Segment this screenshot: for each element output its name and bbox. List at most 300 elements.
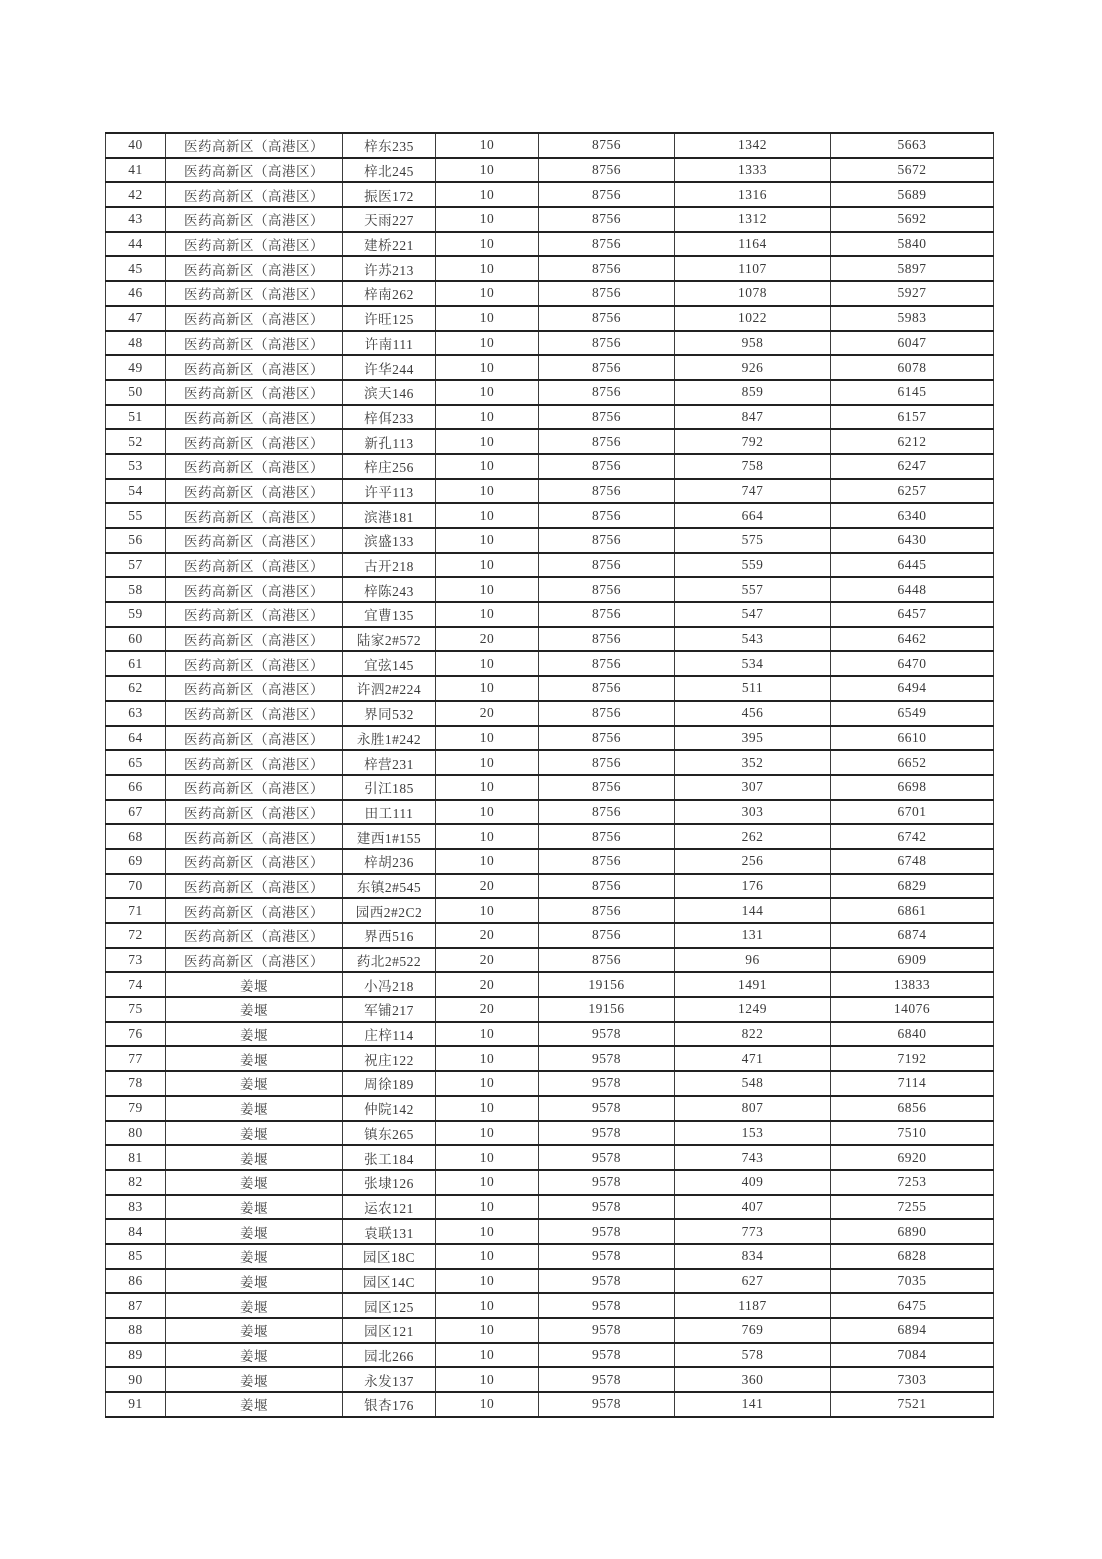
cell-value-1: 10: [436, 726, 539, 751]
cell-site-name: 庄梓114: [343, 1022, 436, 1047]
cell-value-4: 6340: [831, 503, 994, 528]
cell-value-1: 20: [436, 972, 539, 997]
cell-site-name: 药北2#522: [343, 948, 436, 973]
cell-row-number: 80: [106, 1121, 166, 1146]
table-row: [106, 133, 994, 158]
cell-site-name: 张工184: [343, 1145, 436, 1170]
cell-row-number: 42: [106, 182, 166, 207]
cell-value-3: 262: [675, 824, 831, 849]
cell-site-name: 园区14C: [343, 1269, 436, 1294]
cell-value-2: 8756: [539, 800, 675, 825]
cell-district: 医药高新区（高港区）: [166, 651, 343, 676]
cell-value-2: 9578: [539, 1219, 675, 1244]
cell-value-1: 10: [436, 133, 539, 158]
cell-value-4: 6652: [831, 750, 994, 775]
table-row: [106, 281, 994, 306]
cell-site-name: 界同532: [343, 701, 436, 726]
cell-site-name: 永胜1#242: [343, 726, 436, 751]
cell-row-number: 91: [106, 1392, 166, 1417]
table-row: [106, 972, 994, 997]
cell-value-3: 758: [675, 454, 831, 479]
cell-value-1: 20: [436, 948, 539, 973]
cell-value-4: 5897: [831, 256, 994, 281]
cell-district: 医药高新区（高港区）: [166, 306, 343, 331]
cell-value-4: 6894: [831, 1318, 994, 1343]
table-row: [106, 306, 994, 331]
cell-row-number: 41: [106, 158, 166, 183]
cell-district: 医药高新区（高港区）: [166, 429, 343, 454]
cell-value-3: 958: [675, 331, 831, 356]
cell-district: 姜堰: [166, 1121, 343, 1146]
cell-value-1: 10: [436, 281, 539, 306]
cell-value-3: 395: [675, 726, 831, 751]
cell-site-name: 宜弦145: [343, 651, 436, 676]
cell-district: 姜堰: [166, 1046, 343, 1071]
table-row: [106, 1367, 994, 1392]
cell-value-2: 8756: [539, 651, 675, 676]
cell-value-1: 10: [436, 331, 539, 356]
cell-value-2: 9578: [539, 1343, 675, 1368]
table-row: [106, 1170, 994, 1195]
cell-site-name: 张埭126: [343, 1170, 436, 1195]
cell-value-3: 1164: [675, 232, 831, 257]
cell-value-4: 6448: [831, 577, 994, 602]
cell-district: 医药高新区（高港区）: [166, 726, 343, 751]
cell-row-number: 55: [106, 503, 166, 528]
cell-value-4: 6470: [831, 651, 994, 676]
table-row: [106, 627, 994, 652]
cell-value-4: 6475: [831, 1293, 994, 1318]
table-row: [106, 528, 994, 553]
cell-value-2: 8756: [539, 256, 675, 281]
cell-site-name: 园西2#2C2: [343, 898, 436, 923]
cell-value-4: 7114: [831, 1071, 994, 1096]
table-row: [106, 577, 994, 602]
cell-value-4: 7303: [831, 1367, 994, 1392]
cell-district: 姜堰: [166, 1293, 343, 1318]
cell-district: 姜堰: [166, 1096, 343, 1121]
cell-row-number: 64: [106, 726, 166, 751]
cell-value-2: 9578: [539, 1367, 675, 1392]
cell-value-1: 10: [436, 824, 539, 849]
cell-row-number: 57: [106, 553, 166, 578]
cell-value-4: 13833: [831, 972, 994, 997]
cell-value-2: 8756: [539, 923, 675, 948]
cell-value-4: 5983: [831, 306, 994, 331]
cell-district: 医药高新区（高港区）: [166, 232, 343, 257]
cell-value-4: 6078: [831, 355, 994, 380]
cell-value-4: 6742: [831, 824, 994, 849]
cell-row-number: 76: [106, 1022, 166, 1047]
cell-row-number: 63: [106, 701, 166, 726]
cell-site-name: 古开218: [343, 553, 436, 578]
cell-site-name: 小冯218: [343, 972, 436, 997]
cell-site-name: 镇东265: [343, 1121, 436, 1146]
cell-row-number: 54: [106, 479, 166, 504]
cell-row-number: 66: [106, 775, 166, 800]
table-row: [106, 429, 994, 454]
cell-site-name: 园区18C: [343, 1244, 436, 1269]
cell-value-2: 8756: [539, 355, 675, 380]
cell-district: 姜堰: [166, 1170, 343, 1195]
cell-value-3: 543: [675, 627, 831, 652]
cell-row-number: 51: [106, 405, 166, 430]
cell-row-number: 88: [106, 1318, 166, 1343]
cell-value-3: 807: [675, 1096, 831, 1121]
cell-value-4: 6549: [831, 701, 994, 726]
table-row: [106, 1071, 994, 1096]
cell-site-name: 运农121: [343, 1195, 436, 1220]
cell-row-number: 71: [106, 898, 166, 923]
cell-row-number: 81: [106, 1145, 166, 1170]
cell-value-4: 6874: [831, 923, 994, 948]
cell-district: 医药高新区（高港区）: [166, 701, 343, 726]
cell-value-2: 9578: [539, 1195, 675, 1220]
cell-site-name: 许平113: [343, 479, 436, 504]
cell-value-1: 10: [436, 1195, 539, 1220]
cell-value-3: 352: [675, 750, 831, 775]
cell-value-3: 1491: [675, 972, 831, 997]
cell-value-3: 1316: [675, 182, 831, 207]
table-row: [106, 874, 994, 899]
cell-district: 医药高新区（高港区）: [166, 948, 343, 973]
cell-value-3: 407: [675, 1195, 831, 1220]
cell-district: 医药高新区（高港区）: [166, 405, 343, 430]
cell-value-3: 1312: [675, 207, 831, 232]
table-row: [106, 479, 994, 504]
table-row: [106, 232, 994, 257]
table-row: [106, 1096, 994, 1121]
cell-value-2: 8756: [539, 528, 675, 553]
cell-value-2: 19156: [539, 997, 675, 1022]
cell-district: 医药高新区（高港区）: [166, 602, 343, 627]
cell-value-2: 9578: [539, 1145, 675, 1170]
cell-value-1: 20: [436, 874, 539, 899]
table-row: [106, 1219, 994, 1244]
cell-row-number: 74: [106, 972, 166, 997]
cell-site-name: 界西516: [343, 923, 436, 948]
cell-row-number: 70: [106, 874, 166, 899]
cell-row-number: 61: [106, 651, 166, 676]
cell-value-3: 547: [675, 602, 831, 627]
cell-district: 医药高新区（高港区）: [166, 528, 343, 553]
cell-district: 姜堰: [166, 1318, 343, 1343]
cell-district: 医药高新区（高港区）: [166, 676, 343, 701]
cell-value-2: 8756: [539, 158, 675, 183]
table-row: [106, 454, 994, 479]
table-row: [106, 182, 994, 207]
cell-row-number: 59: [106, 602, 166, 627]
cell-value-2: 8756: [539, 281, 675, 306]
cell-value-1: 10: [436, 380, 539, 405]
cell-row-number: 62: [106, 676, 166, 701]
table-row: [106, 1022, 994, 1047]
cell-row-number: 47: [106, 306, 166, 331]
cell-value-1: 10: [436, 1071, 539, 1096]
cell-district: 姜堰: [166, 1195, 343, 1220]
table-row: [106, 256, 994, 281]
cell-value-4: 6698: [831, 775, 994, 800]
cell-value-4: 5689: [831, 182, 994, 207]
cell-district: 医药高新区（高港区）: [166, 207, 343, 232]
cell-row-number: 84: [106, 1219, 166, 1244]
cell-value-2: 8756: [539, 454, 675, 479]
cell-row-number: 40: [106, 133, 166, 158]
cell-value-2: 8756: [539, 726, 675, 751]
cell-value-2: 9578: [539, 1096, 675, 1121]
cell-district: 姜堰: [166, 1071, 343, 1096]
cell-value-3: 409: [675, 1170, 831, 1195]
table-row: [106, 849, 994, 874]
cell-value-4: 5692: [831, 207, 994, 232]
cell-site-name: 许泗2#224: [343, 676, 436, 701]
cell-site-name: 祝庄122: [343, 1046, 436, 1071]
cell-value-1: 10: [436, 1244, 539, 1269]
cell-value-4: 6445: [831, 553, 994, 578]
cell-value-4: 6462: [831, 627, 994, 652]
cell-district: 医药高新区（高港区）: [166, 849, 343, 874]
cell-value-3: 1249: [675, 997, 831, 1022]
cell-row-number: 72: [106, 923, 166, 948]
cell-value-1: 10: [436, 1145, 539, 1170]
cell-value-2: 9578: [539, 1046, 675, 1071]
cell-value-3: 548: [675, 1071, 831, 1096]
cell-value-3: 1342: [675, 133, 831, 158]
cell-district: 医药高新区（高港区）: [166, 923, 343, 948]
table-row: [106, 405, 994, 430]
cell-district: 姜堰: [166, 1145, 343, 1170]
cell-value-4: 5840: [831, 232, 994, 257]
cell-value-4: 7192: [831, 1046, 994, 1071]
cell-value-4: 6457: [831, 602, 994, 627]
cell-value-4: 5672: [831, 158, 994, 183]
cell-row-number: 79: [106, 1096, 166, 1121]
cell-value-3: 256: [675, 849, 831, 874]
cell-value-1: 10: [436, 1343, 539, 1368]
cell-site-name: 许华244: [343, 355, 436, 380]
table-row: [106, 158, 994, 183]
cell-row-number: 67: [106, 800, 166, 825]
cell-value-1: 10: [436, 1170, 539, 1195]
cell-site-name: 许旺125: [343, 306, 436, 331]
cell-value-2: 9578: [539, 1318, 675, 1343]
cell-value-3: 664: [675, 503, 831, 528]
cell-value-3: 1333: [675, 158, 831, 183]
cell-value-1: 10: [436, 479, 539, 504]
cell-value-3: 176: [675, 874, 831, 899]
cell-value-4: 7521: [831, 1392, 994, 1417]
table-row: [106, 726, 994, 751]
cell-district: 医药高新区（高港区）: [166, 331, 343, 356]
cell-value-4: 5927: [831, 281, 994, 306]
cell-value-1: 10: [436, 750, 539, 775]
cell-site-name: 梓佴233: [343, 405, 436, 430]
cell-value-1: 20: [436, 997, 539, 1022]
cell-district: 姜堰: [166, 1244, 343, 1269]
table-row: [106, 355, 994, 380]
cell-row-number: 75: [106, 997, 166, 1022]
cell-value-1: 10: [436, 503, 539, 528]
cell-value-4: 6829: [831, 874, 994, 899]
cell-value-2: 9578: [539, 1022, 675, 1047]
cell-value-4: 6856: [831, 1096, 994, 1121]
cell-value-3: 627: [675, 1269, 831, 1294]
cell-value-2: 8756: [539, 503, 675, 528]
cell-value-3: 834: [675, 1244, 831, 1269]
cell-site-name: 许南111: [343, 331, 436, 356]
cell-value-3: 1107: [675, 256, 831, 281]
cell-value-1: 20: [436, 627, 539, 652]
table-row: [106, 1046, 994, 1071]
cell-district: 医药高新区（高港区）: [166, 898, 343, 923]
cell-site-name: 梓庄256: [343, 454, 436, 479]
cell-value-4: 6257: [831, 479, 994, 504]
cell-value-1: 10: [436, 1269, 539, 1294]
cell-value-4: 6494: [831, 676, 994, 701]
table-row: [106, 1145, 994, 1170]
cell-value-1: 10: [436, 256, 539, 281]
cell-site-name: 引江185: [343, 775, 436, 800]
cell-value-2: 9578: [539, 1121, 675, 1146]
cell-value-2: 8756: [539, 331, 675, 356]
cell-value-4: 6828: [831, 1244, 994, 1269]
cell-value-4: 6212: [831, 429, 994, 454]
cell-value-2: 8756: [539, 874, 675, 899]
table-row: [106, 923, 994, 948]
cell-value-1: 10: [436, 849, 539, 874]
cell-value-4: 6748: [831, 849, 994, 874]
cell-row-number: 69: [106, 849, 166, 874]
cell-site-name: 宜曹135: [343, 602, 436, 627]
cell-row-number: 56: [106, 528, 166, 553]
cell-value-1: 10: [436, 1367, 539, 1392]
cell-value-4: 6920: [831, 1145, 994, 1170]
cell-value-3: 141: [675, 1392, 831, 1417]
cell-district: 姜堰: [166, 1392, 343, 1417]
cell-district: 医药高新区（高港区）: [166, 577, 343, 602]
cell-row-number: 48: [106, 331, 166, 356]
cell-value-1: 10: [436, 355, 539, 380]
cell-site-name: 周徐189: [343, 1071, 436, 1096]
cell-site-name: 建西1#155: [343, 824, 436, 849]
cell-site-name: 田工111: [343, 800, 436, 825]
cell-row-number: 85: [106, 1244, 166, 1269]
cell-row-number: 44: [106, 232, 166, 257]
cell-value-4: 6861: [831, 898, 994, 923]
cell-value-2: 8756: [539, 824, 675, 849]
cell-site-name: 军铺217: [343, 997, 436, 1022]
cell-value-2: 8756: [539, 133, 675, 158]
table-row: [106, 1121, 994, 1146]
cell-value-1: 10: [436, 602, 539, 627]
cell-value-1: 10: [436, 454, 539, 479]
cell-district: 姜堰: [166, 1269, 343, 1294]
cell-value-4: 6701: [831, 800, 994, 825]
table-row: [106, 651, 994, 676]
cell-site-name: 新孔113: [343, 429, 436, 454]
cell-district: 医药高新区（高港区）: [166, 627, 343, 652]
cell-value-1: 10: [436, 577, 539, 602]
cell-row-number: 86: [106, 1269, 166, 1294]
cell-value-4: 5663: [831, 133, 994, 158]
table-row: [106, 997, 994, 1022]
cell-value-3: 96: [675, 948, 831, 973]
cell-row-number: 82: [106, 1170, 166, 1195]
table-row: [106, 1392, 994, 1417]
cell-row-number: 46: [106, 281, 166, 306]
cell-value-2: 8756: [539, 182, 675, 207]
table-row: [106, 503, 994, 528]
cell-value-3: 1187: [675, 1293, 831, 1318]
cell-value-2: 8756: [539, 405, 675, 430]
cell-value-3: 575: [675, 528, 831, 553]
table-body: [106, 133, 994, 1417]
cell-row-number: 90: [106, 1367, 166, 1392]
cell-row-number: 45: [106, 256, 166, 281]
cell-value-2: 8756: [539, 429, 675, 454]
cell-value-4: 7035: [831, 1269, 994, 1294]
cell-district: 医药高新区（高港区）: [166, 874, 343, 899]
cell-value-1: 10: [436, 1022, 539, 1047]
cell-value-4: 6840: [831, 1022, 994, 1047]
cell-district: 姜堰: [166, 1219, 343, 1244]
cell-value-1: 10: [436, 775, 539, 800]
cell-value-3: 511: [675, 676, 831, 701]
cell-site-name: 建桥221: [343, 232, 436, 257]
table-row: [106, 1269, 994, 1294]
cell-district: 医药高新区（高港区）: [166, 824, 343, 849]
cell-site-name: 园区121: [343, 1318, 436, 1343]
cell-value-3: 1078: [675, 281, 831, 306]
cell-value-3: 822: [675, 1022, 831, 1047]
cell-value-4: 7510: [831, 1121, 994, 1146]
cell-value-2: 9578: [539, 1293, 675, 1318]
cell-site-name: 滨港181: [343, 503, 436, 528]
table-row: [106, 750, 994, 775]
cell-value-3: 144: [675, 898, 831, 923]
cell-value-3: 303: [675, 800, 831, 825]
table-row: [106, 207, 994, 232]
cell-value-4: 6247: [831, 454, 994, 479]
cell-site-name: 振医172: [343, 182, 436, 207]
cell-value-4: 6610: [831, 726, 994, 751]
cell-value-1: 10: [436, 1046, 539, 1071]
cell-value-2: 8756: [539, 701, 675, 726]
cell-district: 姜堰: [166, 1343, 343, 1368]
cell-site-name: 东镇2#545: [343, 874, 436, 899]
cell-site-name: 永发137: [343, 1367, 436, 1392]
cell-value-3: 559: [675, 553, 831, 578]
cell-row-number: 50: [106, 380, 166, 405]
cell-site-name: 梓陈243: [343, 577, 436, 602]
cell-value-3: 557: [675, 577, 831, 602]
table-row: [106, 1244, 994, 1269]
table-row: [106, 775, 994, 800]
cell-value-4: 7255: [831, 1195, 994, 1220]
cell-value-1: 20: [436, 701, 539, 726]
cell-row-number: 52: [106, 429, 166, 454]
cell-value-2: 19156: [539, 972, 675, 997]
cell-value-4: 6145: [831, 380, 994, 405]
cell-value-4: 6430: [831, 528, 994, 553]
cell-site-name: 梓南262: [343, 281, 436, 306]
table-row: [106, 1195, 994, 1220]
cell-value-2: 8756: [539, 207, 675, 232]
cell-value-1: 10: [436, 800, 539, 825]
cell-value-2: 9578: [539, 1170, 675, 1195]
cell-district: 医药高新区（高港区）: [166, 775, 343, 800]
cell-row-number: 83: [106, 1195, 166, 1220]
